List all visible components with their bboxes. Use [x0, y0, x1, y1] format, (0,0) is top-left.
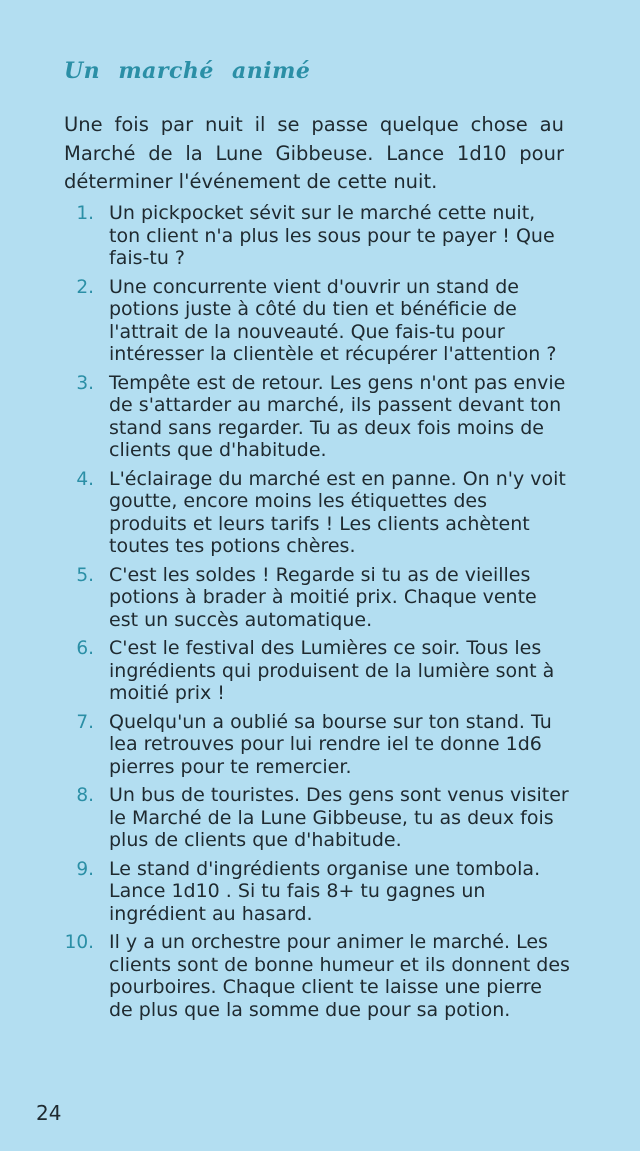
page-title: Un marché animé [64, 58, 311, 84]
event-text: Un bus de touristes. Des gens sont venus visiter le Marché de la Lune Gibbeuse, tu as deux fois plus de clients que d'habitude. [109, 784, 569, 851]
event-text: Une concurrente vient d'ouvrir un stand de potions juste à côté du tien et bénéficie de l'attrait de la nouveauté. Que fais-tu pour intéresser la clientèle et récupérer l'attention ? [109, 275, 557, 365]
list-item [64, 202, 570, 270]
list-item [64, 468, 570, 558]
event-number: 10. [64, 932, 94, 953]
event-text: C'est les soldes ! Regarde si tu as de vieilles potions à brader à moitié prix. Chaque vente est un succès automatique. [109, 563, 537, 631]
event-number: 3. [76, 372, 94, 394]
list-item [64, 276, 570, 366]
event-text: L'éclairage du marché est en panne. On n'y voit goutte, encore moins les étiquettes des produits et leurs tarifs ! Les clients achètent toutes tes potions chères. [109, 467, 566, 557]
event-number: 2. [76, 276, 94, 298]
list-item [64, 564, 570, 632]
intro-paragraph: Une fois par nuit il se passe quelque chose au Marché de la Lune Gibbeuse. Lance 1d10 pour déterminer l'événement de cette nuit. [64, 113, 564, 193]
event-number: 8. [76, 785, 94, 806]
event-number: 1. [76, 203, 94, 224]
event-text: Le stand d'ingrédients organise une tombola. Lance 1d10 . Si tu fais 8+ tu gagnes un ingrédient au hasard. [109, 857, 541, 925]
page-number: 24 [36, 1101, 62, 1125]
event-text: Tempête est de retour. Les gens n'ont pas envie de s'attarder au marché, ils passent devant ton stand sans regarder. Tu as deux fois moins de clients que d'habitude. [109, 371, 566, 461]
list-item [64, 372, 570, 462]
event-text: C'est le festival des Lumières ce soir. Tous les ingrédients qui produisent de la lumière sont à moitié prix ! [109, 637, 555, 704]
list-item [64, 858, 570, 926]
event-number: 7. [76, 711, 94, 733]
event-number: 4. [76, 468, 94, 490]
event-number: 5. [76, 564, 94, 586]
event-number: 9. [76, 858, 94, 880]
event-number: 6. [76, 638, 94, 659]
list-item [64, 784, 570, 852]
list-item [64, 931, 570, 1021]
list-item [64, 711, 570, 779]
event-list [64, 202, 570, 1027]
event-text: Quelqu'un a oublié sa bourse sur ton stand. Tu lea retrouves pour lui rendre iel te donne 1d6 pierres pour te remercier. [109, 710, 552, 778]
event-text: Il y a un orchestre pour animer le marché. Les clients sont de bonne humeur et ils donnent des pourboires. Chaque client te laisse une pierre de plus que la somme due pour sa potion. [109, 931, 570, 1021]
list-item [64, 637, 570, 705]
event-text: Un pickpocket sévit sur le marché cette nuit, ton client n'a plus les sous pour te payer ! Que fais-tu ? [109, 202, 555, 269]
